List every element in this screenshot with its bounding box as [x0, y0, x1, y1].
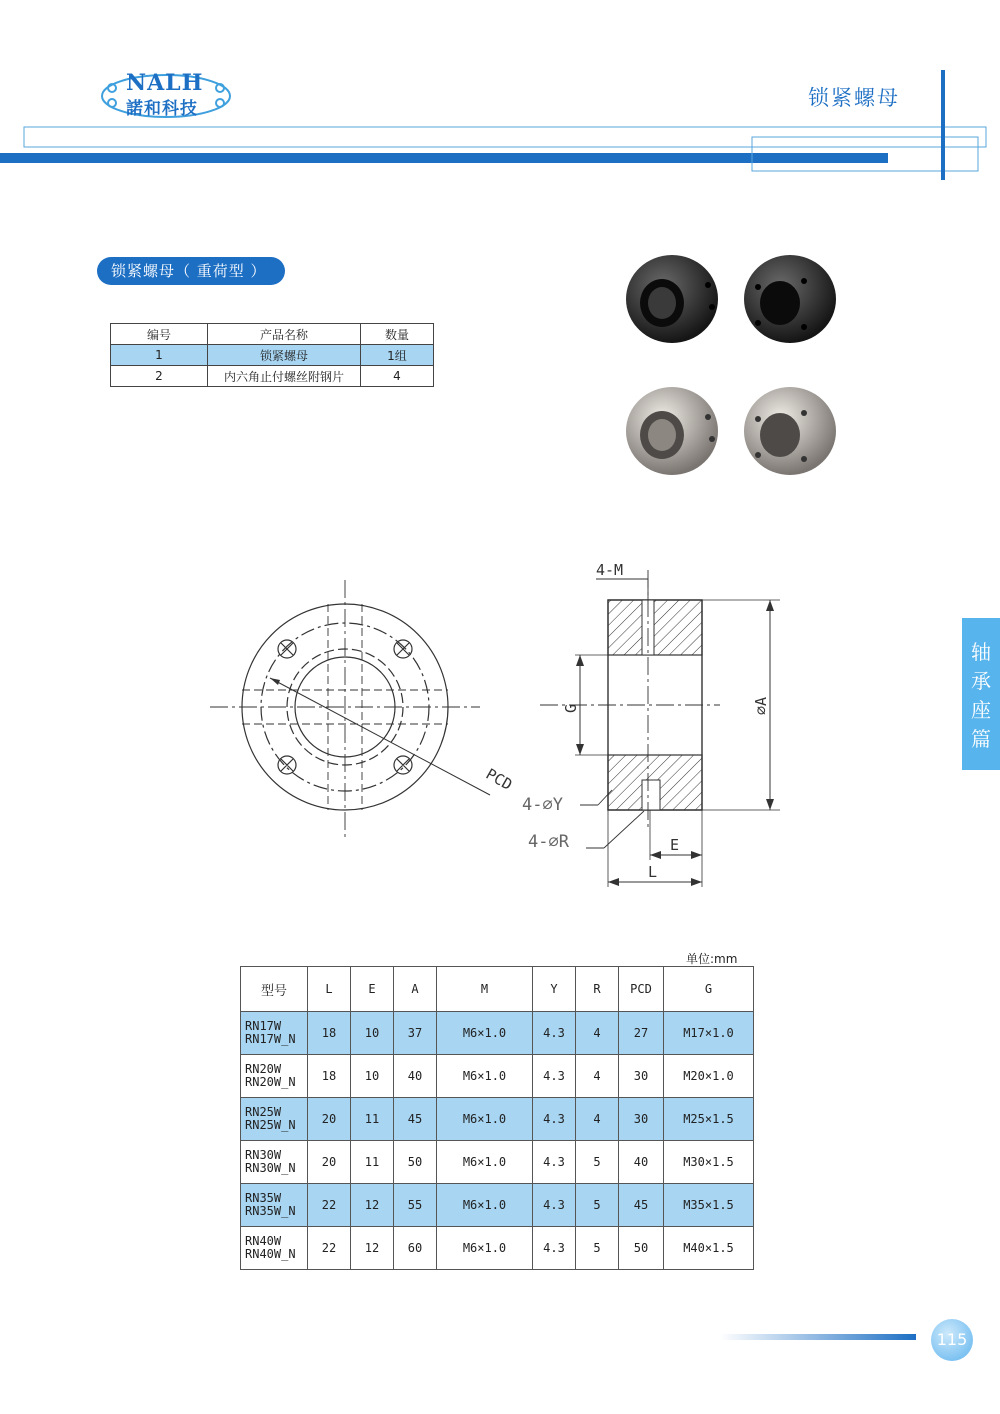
- label-4-y: 4-⌀Y: [522, 795, 563, 815]
- spec-cell: 4: [576, 1098, 619, 1141]
- spec-cell: M6×1.0: [437, 1055, 533, 1098]
- spec-cell: 45: [394, 1098, 437, 1141]
- logo-chinese-text: 諾和科技: [126, 99, 198, 119]
- spec-cell: 55: [394, 1184, 437, 1227]
- model-code: RN40W: [245, 1234, 282, 1248]
- model-code-n: RN35W_N: [245, 1204, 296, 1218]
- model-code-n: RN25W_N: [245, 1118, 296, 1132]
- spec-header-r: R: [576, 967, 619, 1012]
- spec-cell: M17×1.0: [664, 1012, 754, 1055]
- spec-cell: 5: [576, 1227, 619, 1270]
- model-code: RN30W: [245, 1148, 282, 1162]
- spec-cell: 10: [351, 1055, 394, 1098]
- parts-header-name: 产品名称: [208, 324, 361, 345]
- spec-cell: 4.3: [533, 1098, 576, 1141]
- label-4-m: 4-M: [596, 561, 624, 579]
- side-category-tab[interactable]: [962, 618, 1000, 770]
- spec-cell: 40: [394, 1055, 437, 1098]
- spec-cell: M6×1.0: [437, 1098, 533, 1141]
- model-code-n: RN30W_N: [245, 1161, 296, 1175]
- parts-header-no: 编号: [111, 324, 208, 345]
- spec-cell: 22: [308, 1227, 351, 1270]
- parts-header-row: [111, 324, 434, 345]
- spec-cell: 5: [576, 1184, 619, 1227]
- spec-cell-model: [241, 1098, 308, 1141]
- spec-cell: 18: [308, 1055, 351, 1098]
- spec-row: [241, 1227, 754, 1270]
- spec-row: [241, 1098, 754, 1141]
- spec-header-y: Y: [533, 967, 576, 1012]
- label-g: G: [562, 703, 580, 713]
- parts-row: [111, 366, 434, 387]
- spec-row: [241, 1141, 754, 1184]
- spec-cell: 12: [351, 1227, 394, 1270]
- product-photo: [600, 235, 862, 497]
- parts-header-qty: 数量: [361, 324, 434, 345]
- nut-black-1: [626, 255, 718, 343]
- header-vertical-bar: [941, 70, 945, 180]
- label-e: E: [670, 836, 680, 854]
- spec-header-pcd: PCD: [619, 967, 664, 1012]
- spec-row: [241, 1012, 754, 1055]
- label-pcd: PCD: [482, 764, 516, 795]
- parts-cell: 1组: [361, 345, 434, 366]
- footer-gradient-bar: [720, 1332, 920, 1342]
- spec-cell: 4.3: [533, 1227, 576, 1270]
- spec-cell: 27: [619, 1012, 664, 1055]
- spec-cell: M35×1.5: [664, 1184, 754, 1227]
- spec-cell: M20×1.0: [664, 1055, 754, 1098]
- spec-cell: 4: [576, 1012, 619, 1055]
- spec-cell: 50: [619, 1227, 664, 1270]
- drawing-side-view: [520, 555, 790, 900]
- parts-cell: 内六角止付螺丝附钢片: [208, 366, 361, 387]
- spec-header-row: [241, 967, 754, 1012]
- spec-header-m: M: [437, 967, 533, 1012]
- spec-cell-model: [241, 1055, 308, 1098]
- spec-cell: 4.3: [533, 1012, 576, 1055]
- page-number: 115: [931, 1319, 973, 1361]
- spec-cell: 4: [576, 1055, 619, 1098]
- parts-row: [111, 345, 434, 366]
- spec-cell: 30: [619, 1055, 664, 1098]
- section-top: [608, 600, 702, 655]
- label-l: L: [648, 863, 658, 881]
- spec-header-model: 型号: [241, 967, 308, 1012]
- parts-cell: 1: [111, 345, 208, 366]
- drawing-front-view: [200, 570, 530, 850]
- spec-cell: M6×1.0: [437, 1184, 533, 1227]
- spec-cell: 4.3: [533, 1055, 576, 1098]
- spec-cell: 5: [576, 1141, 619, 1184]
- spec-cell: 10: [351, 1012, 394, 1055]
- spec-cell: 11: [351, 1098, 394, 1141]
- page-header-title: 锁紧螺母: [808, 86, 900, 110]
- side-tab-char: 承: [971, 669, 991, 693]
- side-tab-char: 轴: [971, 640, 991, 664]
- model-code: RN17W: [245, 1019, 282, 1033]
- spec-cell-model: [241, 1227, 308, 1270]
- spec-cell: M40×1.5: [664, 1227, 754, 1270]
- spec-cell: 50: [394, 1141, 437, 1184]
- side-tab-char: 座: [971, 698, 991, 722]
- spec-cell-model: [241, 1141, 308, 1184]
- spec-cell: 12: [351, 1184, 394, 1227]
- spec-cell-model: [241, 1184, 308, 1227]
- spec-cell: 37: [394, 1012, 437, 1055]
- spec-cell-model: [241, 1012, 308, 1055]
- spec-cell: 22: [308, 1184, 351, 1227]
- side-tab-char: 篇: [971, 727, 991, 751]
- spec-cell: 4.3: [533, 1184, 576, 1227]
- parts-cell: 4: [361, 366, 434, 387]
- label-4-r: 4-⌀R: [528, 832, 569, 852]
- spec-header-g: G: [664, 967, 754, 1012]
- model-code-n: RN40W_N: [245, 1247, 296, 1261]
- label-diameter-a: ⌀A: [752, 696, 770, 715]
- header-blue-band: [0, 153, 888, 163]
- nut-silver-1: [626, 387, 718, 475]
- parts-cell: 2: [111, 366, 208, 387]
- spec-header-l: L: [308, 967, 351, 1012]
- spec-cell: M6×1.0: [437, 1227, 533, 1270]
- nut-black-2: [744, 255, 836, 343]
- spec-row: [241, 1055, 754, 1098]
- company-logo: [100, 72, 232, 120]
- parts-table: [110, 323, 434, 387]
- spec-header-a: A: [394, 967, 437, 1012]
- model-code: RN25W: [245, 1105, 282, 1119]
- unit-label: 单位:mm: [686, 952, 738, 966]
- spec-cell: M25×1.5: [664, 1098, 754, 1141]
- parts-cell: 锁紧螺母: [208, 345, 361, 366]
- spec-cell: 60: [394, 1227, 437, 1270]
- spec-cell: M30×1.5: [664, 1141, 754, 1184]
- spec-cell: M6×1.0: [437, 1141, 533, 1184]
- spec-cell: M6×1.0: [437, 1012, 533, 1055]
- spec-cell: 11: [351, 1141, 394, 1184]
- model-code: RN20W: [245, 1062, 282, 1076]
- model-code-n: RN20W_N: [245, 1075, 296, 1089]
- spec-cell: 4.3: [533, 1141, 576, 1184]
- spec-row: [241, 1184, 754, 1227]
- logo-latin-text: NALH: [126, 70, 204, 96]
- model-code: RN35W: [245, 1191, 282, 1205]
- spec-cell: 20: [308, 1141, 351, 1184]
- spec-cell: 20: [308, 1098, 351, 1141]
- spec-table: [240, 966, 754, 1270]
- spec-cell: 30: [619, 1098, 664, 1141]
- spec-header-e: E: [351, 967, 394, 1012]
- nut-silver-2: [744, 387, 836, 475]
- model-code-n: RN17W_N: [245, 1032, 296, 1046]
- spec-cell: 40: [619, 1141, 664, 1184]
- section-title: 锁紧螺母（ 重荷型 ）: [97, 257, 285, 285]
- spec-cell: 18: [308, 1012, 351, 1055]
- spec-cell: 45: [619, 1184, 664, 1227]
